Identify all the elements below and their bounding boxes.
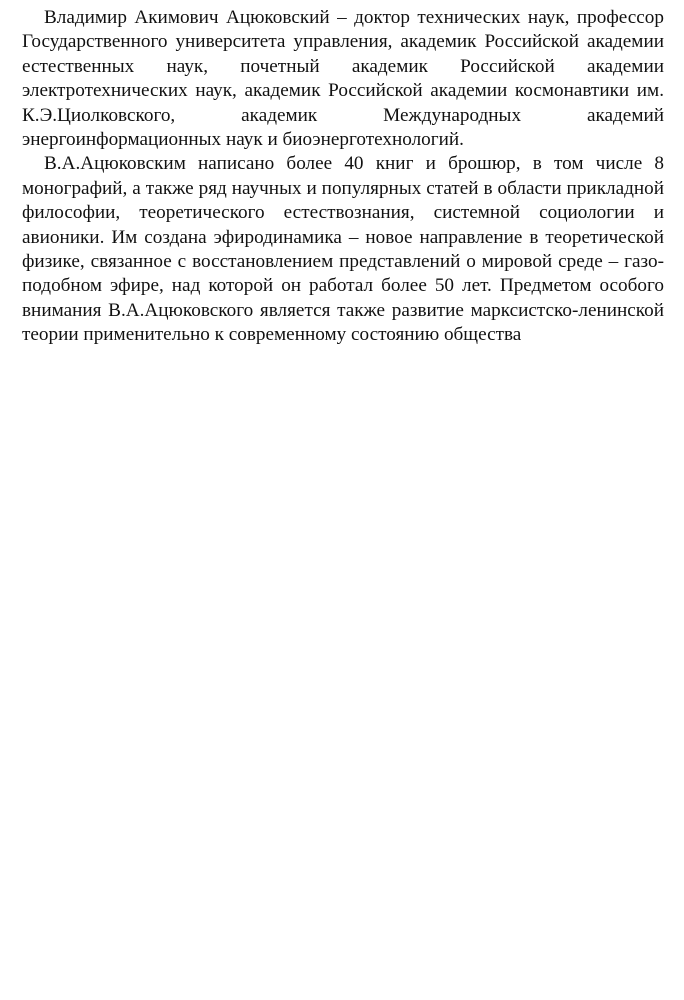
biography-paragraph: Владимир Акимович Ацюковский – доктор технических наук, профессор Государственного университета управления, академик Российской академии естественных наук, почетный академик Российской академии электротехнических наук, академик Российской академии космонавтики им. К.Э.Циолковского, академик Международных академий энергоинформационных наук и биоэнерготехнологий.	[22, 7, 664, 151]
document-page	[22, 6, 664, 348]
works-paragraph: В.А.Ацюковским написано более 40 книг и брошюр, в том числе 8 монографий, а также ряд научных и популярных статей в области прикладной философии, теоретического естествознания, системной социологии и авионики. Им создана эфиродинамика – новое направление в теоретической физике, связанное с восстановлением представлений о мировой среде – газо-подобном эфире, над которой он работал более 50 лет. Предметом особого внимания В.А.Ацюковского является также развитие марксистско-ленинской теории применительно к современному состоянию общества	[22, 153, 664, 346]
